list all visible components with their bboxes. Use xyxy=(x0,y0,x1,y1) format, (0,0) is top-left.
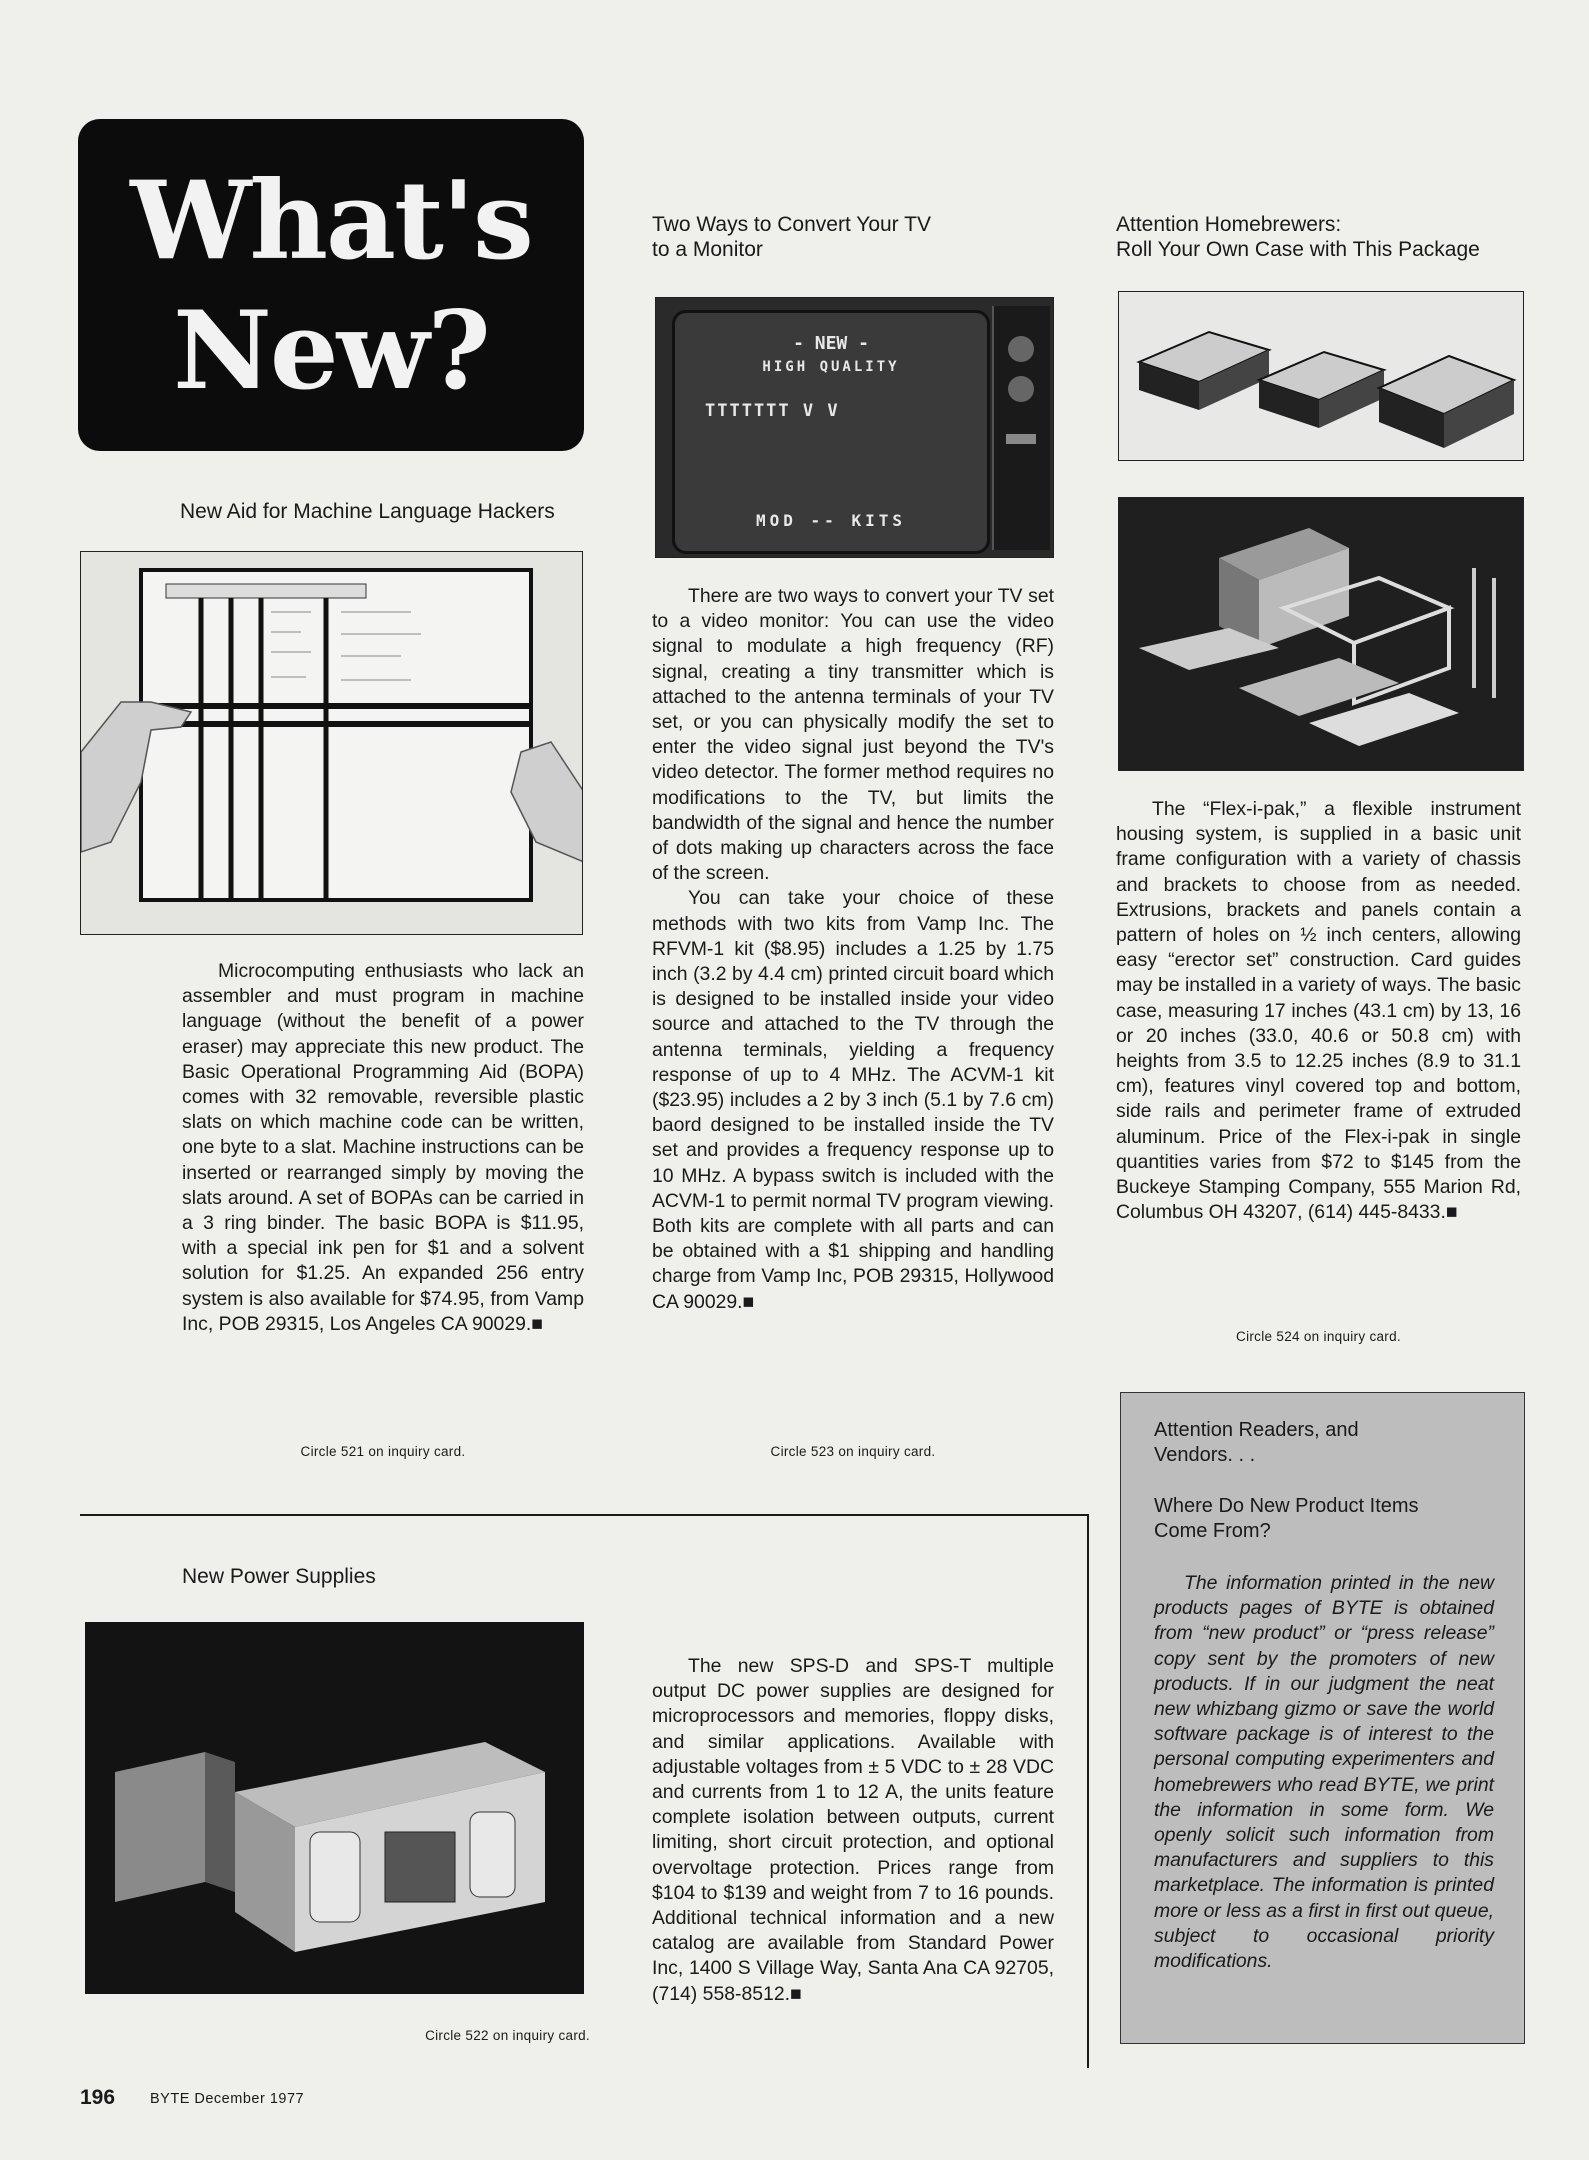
tv-screen-line-3: TTTTTTT V V xyxy=(705,401,840,421)
power-inquiry-note: Circle 522 on inquiry card. xyxy=(425,2028,590,2043)
case-photo-2 xyxy=(1118,497,1524,771)
tv-button-icon xyxy=(1006,434,1036,444)
publication-line: BYTE December 1977 xyxy=(150,2091,305,2107)
tv-screen-line-1: - NEW - xyxy=(793,333,869,354)
tv-screen-line-2: HIGH QUALITY xyxy=(762,359,900,375)
sidebar-heading-1-line-1: Attention Readers, and xyxy=(1154,1419,1359,1441)
cases-illustration xyxy=(1119,292,1524,461)
logo-line-2: New? xyxy=(173,288,489,414)
tv-photo xyxy=(655,297,1054,558)
case-photo-1 xyxy=(1118,291,1524,461)
tv-screen-line-4: MOD -- KITS xyxy=(756,511,906,530)
sidebar-body xyxy=(1154,1571,1494,1974)
tv-title-line-1: Two Ways to Convert Your TV xyxy=(652,213,931,236)
power-paragraph-1: The new SPS-D and SPS-T multiple output DC power supplies are designed for microprocessors and memories, floppy disks, and similar applications. Available with adjustable voltages from ± 5 VDC to ± 28 VDC and currents from 1 to 12 A, the units feature complete isolation between outputs, current limiting, short circuit protection, and optional overvoltage protection. Prices range from $104 to $139 and weight from 7 to 16 pounds. Additional technical information and a new catalog are available from Standard Power Inc, 1400 S Village Way, Santa Ana CA 92705, (714) 558-8512.■ xyxy=(652,1655,1054,2005)
tv-paragraph-2: You can take your choice of these methods with two kits from Vamp Inc. The RFVM-1 kit ($8.95) includes a 1.25 by 1.75 inch (3.2 by 4.4 cm) printed circuit board which is designed to be installed inside your video source and attached to the TV through the antenna terminals, yielding a frequency response of up to 4 MHz. The ACVM-1 kit ($23.95) includes a 2 by 3 inch (5.1 by 7.6 cm) baord designed to be installed inside the TV set and provides a frequency response up to 10 MHz. A bypass switch is included with the ACVM-1 to permit normal TV program viewing. Both kits are complete with all parts and can be obtained with a $1 shipping and handling charge from Vamp Inc, POB 29315, Hollywood CA 90029.■ xyxy=(652,887,1054,1313)
bopa-paragraph-1: Microcomputing enthusiasts who lack an assembler and must program in machine language (without the benefit of a power eraser) may appreciate this new product. The Basic Operational Programming Aid (BOPA) comes with 32 removable, reversible plastic slats on which machine code can be written, one byte to a slat. Machine instructions can be inserted or rearranged simply by moving the slats around. A set of BOPAs can be carried in a 3 ring binder. The basic BOPA is $11.95, with a special ink pen for $1 and a solvent solution for $1.25. An expanded 256 entry system is also available for $74.95, from Vamp Inc, POB 29315, Los Angeles CA 90029.■ xyxy=(182,960,584,1335)
sidebar-heading-1-line-2: Vendors. . . xyxy=(1154,1444,1256,1466)
sidebar-heading-2-line-2: Come From? xyxy=(1154,1520,1271,1542)
sidebar-paragraph: The information printed in the new products pages of BYTE is obtained from “new product” or “press release” copy sent by the promoters of new products. If in our judgment the neat new whizbang gizmo or save the world software package is of interest to the personal computing experimenters and homebrewers who read BYTE, we print the information in some form. We openly solicit such information from manufacturers and suppliers to this marketplace. The information is printed more or less as a first in first out queue, subject to occasional priority modifications. xyxy=(1154,1572,1494,1973)
page-number: 196 xyxy=(80,2086,116,2109)
tv-knob-icon xyxy=(1008,376,1034,402)
tv-control-panel xyxy=(992,306,1050,550)
power-photo xyxy=(85,1622,584,1994)
tv-inquiry-note: Circle 523 on inquiry card. xyxy=(770,1444,936,1459)
readers-vendors-sidebar xyxy=(1120,1392,1525,2044)
logo-line-1: What's xyxy=(130,158,532,284)
case-inquiry-note: Circle 524 on inquiry card. xyxy=(1236,1329,1401,1344)
bopa-inquiry-note: Circle 521 on inquiry card. xyxy=(300,1444,466,1459)
section-divider-horizontal xyxy=(80,1514,1088,1516)
case-body xyxy=(1116,797,1521,1225)
bopa-photo xyxy=(80,551,583,935)
bopa-illustration xyxy=(81,552,583,935)
tv-paragraph-1: There are two ways to convert your TV set to a video monitor: You can use the video signal to modulate a high frequency (RF) signal, creating a tiny transmitter which is attached to the antenna terminals of your TV set, or you can physically modify the set to enter the video signal just beyond the TV's video detector. The former method requires no modifications to the TV, but limits the bandwidth of the signal and hence the number of dots making up characters across the face of the screen. xyxy=(652,585,1054,885)
bopa-title: New Aid for Machine Language Hackers xyxy=(180,500,555,523)
power-supply-illustration xyxy=(85,1622,584,1994)
case-title-line-2: Roll Your Own Case with This Package xyxy=(1116,238,1480,261)
section-divider-vertical xyxy=(1087,1514,1089,2068)
case-paragraph-1: The “Flex-i-pak,” a flexible instrument housing system, is supplied in a basic unit frame configuration with a variety of chassis and brackets to choose from as needed. Extrusions, brackets and panels contain a pattern of holes on ½ inch centers, allowing easy “erector set” construction. Card guides may be installed in a variety of ways. The basic case, measuring 17 inches (43.1 cm) by 13, 16 or 20 inches (33.0, 40.6 or 50.8 cm) with heights from 3.5 to 12.25 inches (8.9 to 31.1 cm), features vinyl covered top and bottom, side rails and perimeter frame of extruded aluminum. Price of the Flex-i-pak in single quantities varies from $72 to $145 from the Buckeye Stamping Company, 555 Marion Rd, Columbus OH 43207, (614) 445-8433.■ xyxy=(1116,798,1521,1224)
sidebar-heading-2-line-1: Where Do New Product Items xyxy=(1154,1495,1419,1517)
case-parts-illustration xyxy=(1119,498,1524,771)
case-title-line-1: Attention Homebrewers: xyxy=(1116,213,1342,236)
tv-body xyxy=(652,584,1054,1315)
tv-title-line-2: to a Monitor xyxy=(652,238,763,261)
whats-new-logo xyxy=(78,119,584,451)
power-title: New Power Supplies xyxy=(182,1565,376,1588)
bopa-body xyxy=(182,959,584,1337)
power-body xyxy=(652,1654,1054,2007)
tv-screen xyxy=(672,310,990,554)
tv-knob-icon xyxy=(1008,336,1034,362)
